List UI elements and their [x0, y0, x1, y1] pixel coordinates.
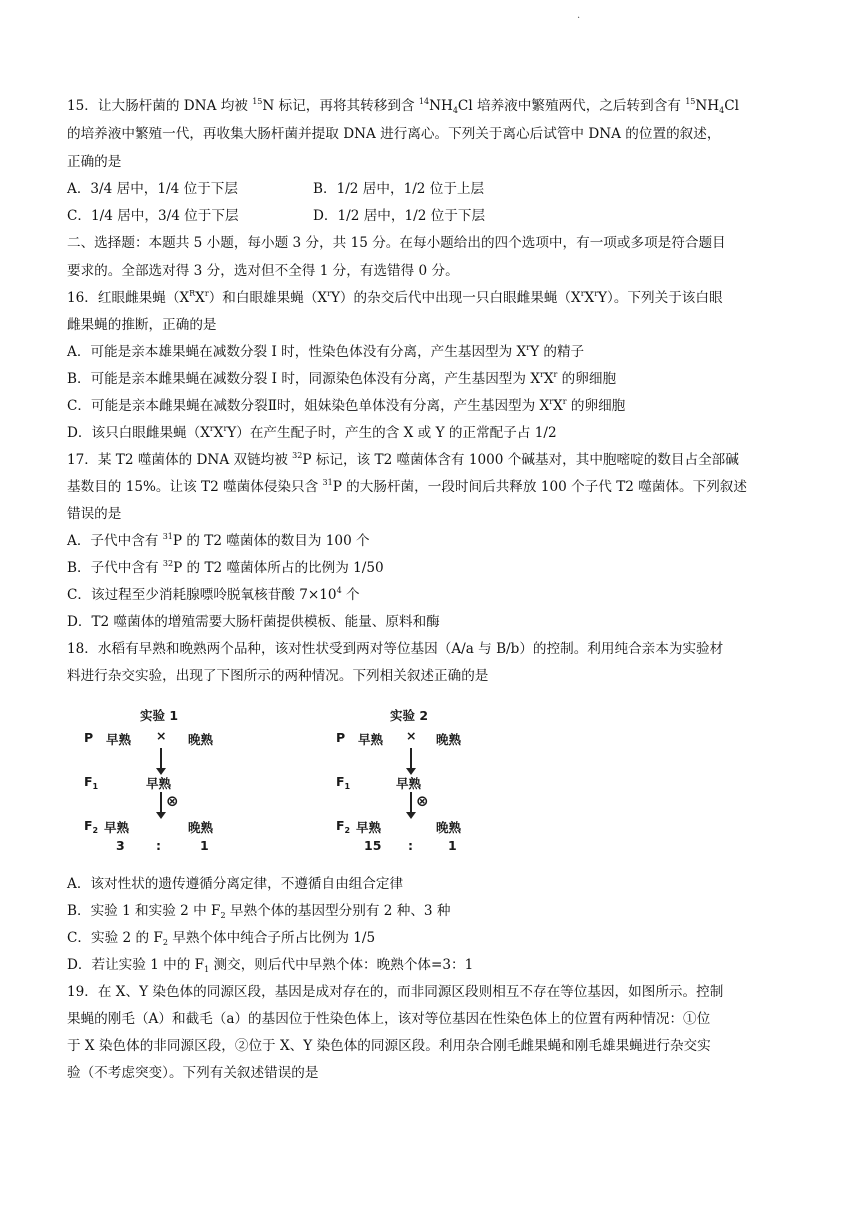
exp2-selfing-symbol: ⊗: [416, 792, 429, 810]
section2-line2: 要求的。全部选对得 3 分，选对但不全得 1 分，有选错得 0 分。: [67, 263, 459, 279]
exp1-f1-label: $F_1$: [84, 774, 99, 791]
q15-option-b: B．1/2 居中，1/2 位于上层: [313, 181, 485, 197]
q17-option-b: B．子代中含有 $^{32}$P 的 T2 噬菌体所占的比例为 1/50: [67, 559, 384, 576]
q16-option-a: A．可能是亲本雄果蝇在减数分裂 I 时，性染色体没有分离，产生基因型为 $X^rY$ 的精子: [67, 343, 585, 360]
q16-line2: 雌果蝇的推断，正确的是: [67, 317, 217, 333]
exp2-p-early: 早熟: [358, 732, 384, 747]
exp1-selfing-symbol: ⊗: [166, 792, 179, 810]
q15-line2: 的培养液中繁殖一代，再收集大肠杆菌并提取 DNA 进行离心。下列关于离心后试管中 DNA 的位置的叙述，: [67, 126, 721, 142]
q19-line4: 验（不考虑突变）。下列有关叙述错误的是: [67, 1065, 319, 1081]
q15-option-c: C．1/4 居中，3/4 位于下层: [67, 208, 239, 224]
exp1-ratio-colon: :: [156, 838, 161, 853]
exp2-ratio-colon: :: [408, 838, 413, 853]
q17-option-c: C．该过程至少消耗腺嘌呤脱氧核苷酸 $7\times 10^4$ 个: [67, 586, 360, 603]
exp1-f1-early: 早熟: [146, 776, 172, 791]
q19-line3: 于 X 染色体的非同源区段，②位于 X、Y 染色体的同源区段。利用杂合刚毛雌果蝇和刚毛雄果蝇进行杂交实: [67, 1038, 711, 1054]
q17-line2: 基数目的 15%。让该 T2 噬菌体侵染只含 $^{31}$P 的大肠杆菌，一段时间后共释放 100 个子代 T2 噬菌体。下列叙述: [67, 478, 747, 495]
q18-option-b: B．实验 1 和实验 2 中 $F_2$ 早熟个体的基因型分别有 2 种、3 种: [67, 903, 451, 920]
exp1-p-late: 晚熟: [188, 732, 214, 747]
experiment-2-diagram: [334, 704, 534, 864]
q18-line2: 料进行杂交实验，出现了下图所示的两种情况。下列相关叙述正确的是: [67, 668, 489, 684]
q16-option-b: B．可能是亲本雌果蝇在减数分裂 I 时，同源染色体没有分离，产生基因型为 $X^rX^r$ 的卵细胞: [67, 370, 617, 387]
exp1-cross-symbol: ×: [156, 728, 167, 743]
exp2-f2-label: $F_2$: [336, 818, 351, 835]
q17-option-d: D．T2 噬菌体的增殖需要大肠杆菌提供模板、能量、原料和酶: [67, 614, 440, 630]
q15-option-a: A．3/4 居中，1/4 位于下层: [67, 181, 238, 197]
q15-line3: 正确的是: [67, 154, 122, 170]
q15-line1: 15．让大肠杆菌的 DNA 均被 $^{15}$N 标记，再将其转移到含 $^{14}NH_4Cl$ 培养液中繁殖两代，之后转到含有 $^{15}NH_4Cl$: [67, 97, 739, 115]
q19-line2: 果蝇的刚毛（A）和截毛（a）的基因位于性染色体上，该对等位基因在性染色体上的位置有两种情况：①位: [67, 1011, 711, 1027]
q18-option-a: A．该对性状的遗传遵循分离定律，不遵循自由组合定律: [67, 876, 404, 892]
exp2-arrow-1: [410, 748, 412, 770]
exp2-p-label: P: [336, 730, 346, 745]
exp1-arrow-1: [160, 748, 162, 770]
exp2-title: 实验 2: [390, 708, 429, 723]
q18-line1: 18．水稻有早熟和晚熟两个品种，该对性状受到两对等位基因（A/a 与 B/b）的控制。利用纯合亲本为实验材: [67, 641, 724, 657]
exp2-f1-label: $F_1$: [336, 774, 351, 791]
q18-option-d: D．若让实验 1 中的 $F_1$ 测交，则后代中早熟个体：晚熟个体=3：1: [67, 957, 474, 974]
q17-line1: 17．某 T2 噬菌体的 DNA 双链均被 $^{32}$P 标记，该 T2 噬菌体含有 1000 个碱基对，其中胞嘧啶的数目占全部碱: [67, 451, 739, 468]
exp1-f2-label: $F_2$: [84, 818, 99, 835]
exp1-title: 实验 1: [140, 708, 179, 723]
exp2-p-late: 晚熟: [436, 732, 462, 747]
q19-line1: 19．在 X、Y 染色体的同源区段，基因是成对存在的，而非同源区段则相互不存在等位基因，如图所示。控制: [67, 984, 724, 1000]
q16-option-c: C．可能是亲本雌果蝇在减数分裂Ⅱ时，姐妹染色单体没有分离，产生基因型为 $X^rX^r$ 的卵细胞: [67, 397, 626, 414]
exp1-ratio-early: 3: [116, 838, 125, 853]
exp1-ratio-late: 1: [200, 838, 209, 853]
exp1-f2-early: 早熟: [104, 820, 130, 835]
exp2-ratio-early: 15: [364, 838, 382, 853]
exp1-p-label: P: [84, 730, 94, 745]
exp2-f2-late: 晚熟: [436, 820, 462, 835]
q18-option-c: C．实验 2 的 $F_2$ 早熟个体中纯合子所占比例为 1/5: [67, 930, 376, 947]
q16-line1: 16．红眼雌果蝇$(X^RX^r)$和白眼雄果蝇$(X^rY)$的杂交后代中出现一只白眼雌果蝇$(X^rX^rY)$。下列关于该白眼: [67, 289, 723, 306]
q15-option-d: D．1/2 居中，1/2 位于下层: [313, 208, 486, 224]
experiment-1-diagram: [82, 704, 282, 864]
exp2-f1-early: 早熟: [396, 776, 422, 791]
exp1-f2-late: 晚熟: [188, 820, 214, 835]
exp2-ratio-late: 1: [448, 838, 457, 853]
q17-option-a: A．子代中含有 $^{31}$P 的 T2 噬菌体的数目为 100 个: [67, 532, 370, 549]
section2-line1: 二、选择题：本题共 5 小题，每小题 3 分，共 15 分。在每小题给出的四个选项中，有一项或多项是符合题目: [67, 235, 726, 251]
header-mark: .: [577, 10, 581, 21]
exp1-arrow-2: [160, 792, 162, 814]
q16-option-d: D．该只白眼雌果蝇$(X^rX^rY)$在产生配子时，产生的含 X 或 Y 的正常配子占 1/2: [67, 424, 557, 441]
exp2-f2-early: 早熟: [356, 820, 382, 835]
exp2-cross-symbol: ×: [406, 728, 417, 743]
exp2-arrow-2: [410, 792, 412, 814]
exp1-p-early: 早熟: [106, 732, 132, 747]
q17-line3: 错误的是: [67, 506, 122, 522]
